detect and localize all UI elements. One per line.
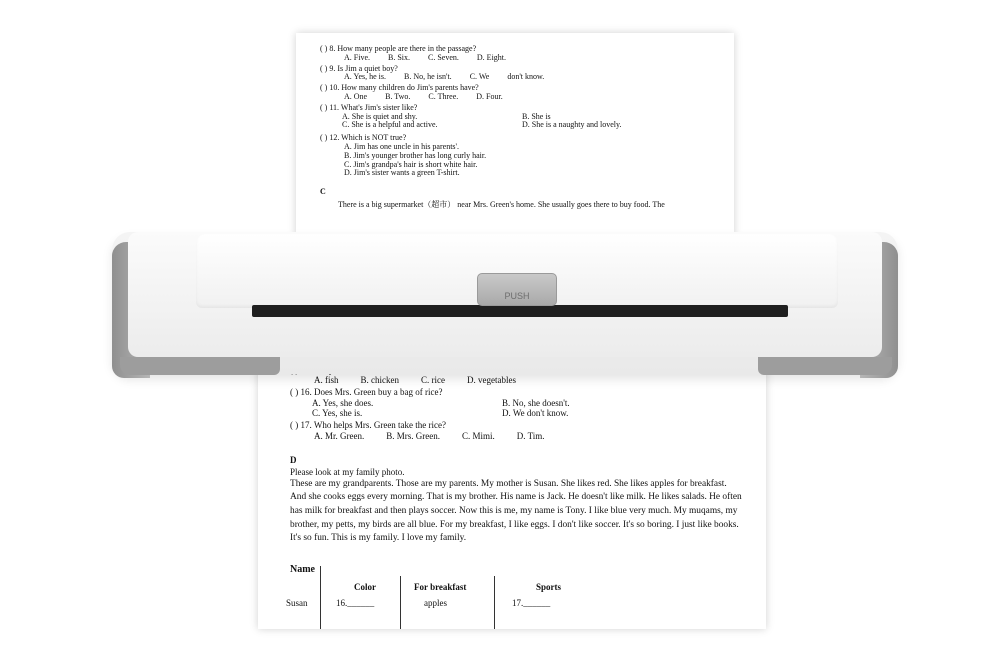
option: C. She is a helpful and active.	[342, 120, 438, 130]
option: B. Jim's younger brother has long curly hair.	[344, 150, 487, 160]
option: A. fish	[314, 375, 339, 386]
option: A. She is quiet and shy.	[342, 111, 418, 121]
question-8: ( ) 8. How many people are there in the passage?	[320, 44, 477, 53]
question-17: ( ) 17. Who helps Mrs. Green take the rice?	[290, 420, 447, 431]
table-row-sports: 17.______	[512, 597, 551, 608]
section-d-paragraph: These are my grandparents. Those are my parents. My mother is Susan. She likes red. She likes apples for breakfast. And she cooks eggs every morning. That is my brother. His name is Jack. He doesn't like milk. He likes salads. He often has milk for breakfast and then plays soccer. Now this is me, my name is Tony. I like blue very much. My muqams, my brother, my petts, my birds are all blue. For my breakfast, I like eggs. I don't like soccer. It's so boring. I just like books. It's so fun. This is my family. I love my family.	[290, 478, 742, 544]
option: B. No, she doesn't.	[502, 397, 570, 408]
question-11: ( ) 11. What's Jim's sister like?	[320, 102, 418, 112]
question-17-options	[314, 431, 766, 441]
question-15-options	[314, 375, 766, 385]
option: D. Tim.	[516, 430, 545, 441]
option: B. chicken	[360, 375, 399, 386]
section-c-heading: C	[320, 187, 326, 197]
option: A. Mr. Green.	[314, 430, 365, 441]
section-d-intro: Please look at my family photo.	[290, 467, 405, 478]
option: B. Six.	[388, 52, 411, 62]
table-divider	[494, 576, 495, 629]
option: A. Yes, she does.	[312, 397, 374, 408]
table-color-header: Color	[354, 581, 376, 592]
paper-sheet-top	[296, 33, 734, 238]
family-table	[286, 563, 766, 629]
question-12-options	[344, 143, 734, 178]
option: A. Five.	[344, 52, 370, 62]
option: C. Three.	[428, 91, 459, 101]
option: B. She is	[522, 111, 551, 121]
table-row-color: 16.______	[336, 597, 375, 608]
option: don't know.	[507, 72, 545, 82]
option: C. Yes, she is.	[312, 408, 363, 419]
option: D. Four.	[476, 91, 503, 101]
option: B. No, he isn't.	[404, 72, 452, 82]
push-button[interactable]	[477, 273, 557, 306]
option: B. Two.	[385, 91, 411, 101]
scanner-base-left	[120, 357, 280, 375]
question-10: ( ) 10. How many children do Jim's parents have?	[320, 83, 479, 93]
question-9: ( ) 9. Is Jim a quiet boy?	[320, 63, 398, 73]
option: C. We	[469, 72, 490, 82]
option: D. Jim's sister wants a green T-shirt.	[344, 168, 460, 178]
table-name-header: Name	[290, 563, 315, 575]
scanner-base-right	[758, 357, 892, 375]
option: A. One	[344, 91, 368, 101]
option: A. Yes, he is.	[344, 72, 387, 82]
push-button-label: PUSH	[504, 291, 530, 301]
option: C. Seven.	[428, 52, 459, 62]
option: B. Mrs. Green.	[386, 430, 440, 441]
option: D. vegetables	[467, 375, 516, 386]
question-11-options	[342, 113, 734, 131]
question-12: ( ) 12. Which is NOT true?	[320, 133, 407, 143]
table-row-breakfast: apples	[424, 597, 447, 608]
question-9-options	[344, 73, 734, 82]
question-16-options	[312, 398, 766, 419]
table-sports-header: Sports	[536, 581, 562, 592]
option: C. Mimi.	[462, 430, 495, 441]
table-divider	[400, 576, 401, 629]
table-row-name: Susan	[286, 597, 308, 608]
section-c-paragraph: There is a big supermarket（超市） near Mrs. Green's home. She usually goes there to buy food. The	[338, 199, 665, 209]
option: A. Jim has one uncle in his parents'.	[344, 141, 459, 151]
option: D. Eight.	[476, 52, 507, 62]
option: C. rice	[421, 375, 445, 386]
option: D. She is a naughty and lovely.	[522, 120, 622, 130]
option: D. We don't know.	[502, 408, 569, 419]
option: C. Jim's grandpa's hair is short white hair.	[344, 159, 478, 169]
table-divider	[320, 566, 321, 629]
table-breakfast-header: For breakfast	[414, 581, 467, 592]
question-16: ( ) 16. Does Mrs. Green buy a bag of rice?	[290, 387, 443, 398]
question-8-options	[344, 54, 734, 63]
scanner-paper-slot	[252, 305, 788, 317]
question-10-options	[344, 93, 734, 102]
section-d-heading: D	[290, 455, 297, 466]
